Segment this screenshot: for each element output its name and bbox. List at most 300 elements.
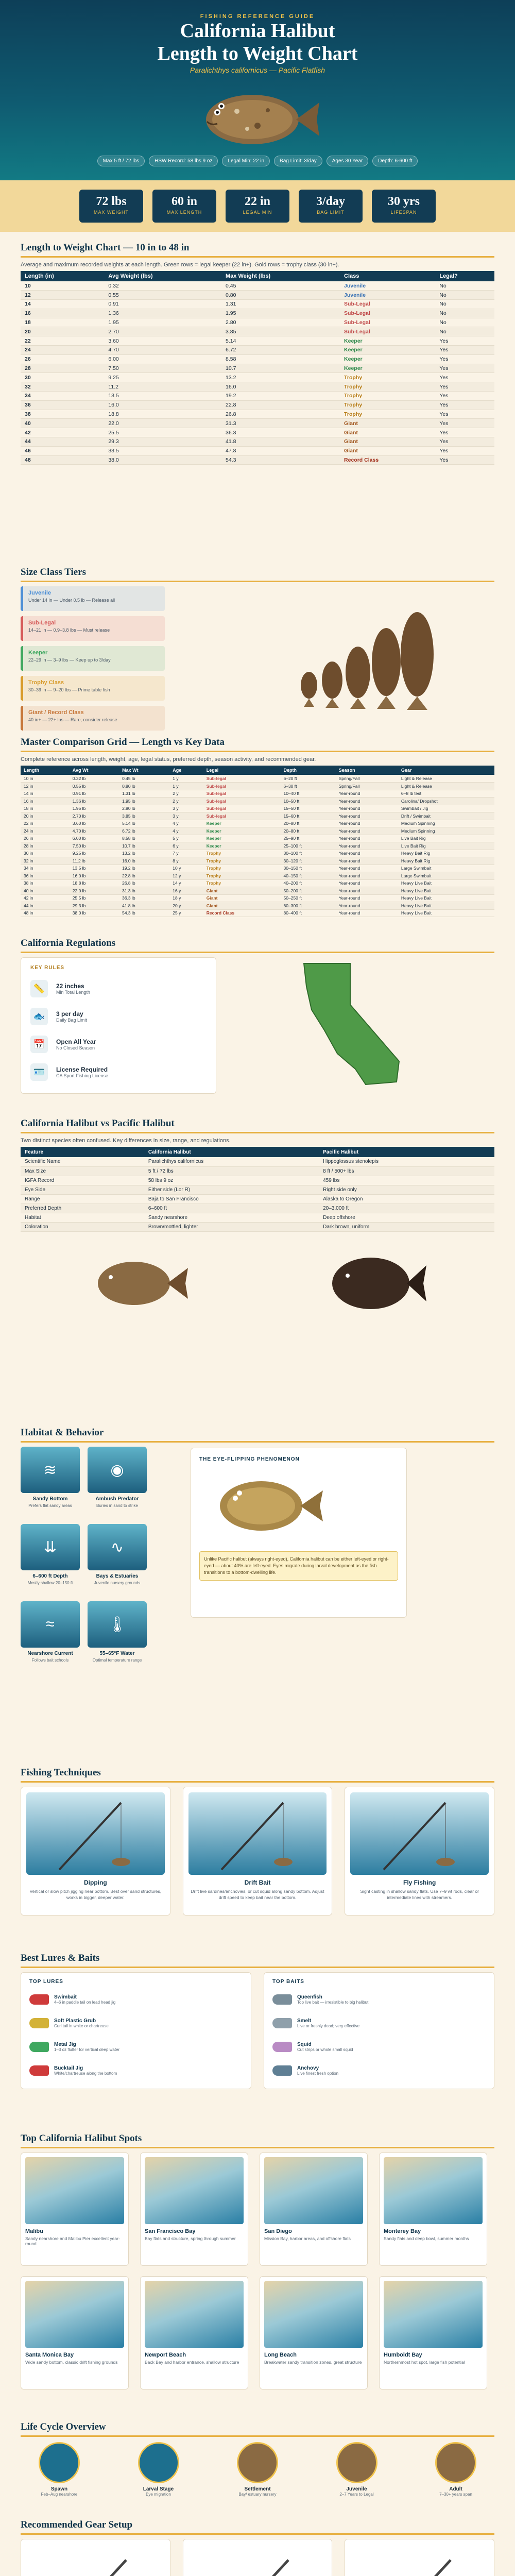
spot-photo <box>384 2281 483 2348</box>
table-cell: 7 y <box>169 850 203 857</box>
table-cell: 2.80 lb <box>119 805 169 812</box>
table-row <box>21 455 494 465</box>
table-cell: 36.3 <box>221 428 340 437</box>
lure-name: Bucktail Jig <box>54 2065 83 2071</box>
ruler-icon: 📏 <box>30 980 48 997</box>
spot-photo <box>384 2157 483 2224</box>
feature-text: Unlike Pacific halibut (always right-eyed), California halibut can be either left-eyed or right-eyed — about 40% are left-eyed. Eyes migrate during larval development as the fish transitions to a bottom-dwelling life. <box>199 1551 398 1581</box>
table-cell: Dark brown, uniform <box>319 1222 494 1231</box>
table-cell: 0.91 <box>104 300 221 309</box>
table-cell: 26.8 <box>221 410 340 419</box>
stage-description: 2–7 Years to Legal <box>339 2492 374 2497</box>
table-cell: Medium Spinning <box>398 820 494 827</box>
hero-pill: Legal Min: 22 in <box>222 156 270 166</box>
table-cell: 12 in <box>21 783 70 790</box>
spot-name: Newport Beach <box>145 2352 186 2358</box>
rule-text <box>56 1038 96 1050</box>
stat-label: LIFESPAN <box>390 210 417 215</box>
table-row <box>21 835 494 842</box>
lure-name: Swimbait <box>54 1994 77 2000</box>
table-cell: 10 <box>21 281 104 291</box>
tier-card <box>21 616 165 641</box>
lure-description: Cut strips or whole small squid <box>297 2047 353 2052</box>
section-title: Length to Weight Chart — 10 in to 48 in <box>21 242 494 258</box>
rule-item <box>30 975 207 1003</box>
lure-text <box>297 2018 359 2028</box>
table-cell: Right side only <box>319 1185 494 1194</box>
table-cell: 16 y <box>169 887 203 895</box>
hero-banner <box>0 0 515 180</box>
table-row <box>21 842 494 850</box>
habitat-card-description: Follows bait schools <box>31 1658 69 1663</box>
table-cell: Heavy Live Bait <box>398 902 494 910</box>
lure-name: Metal Jig <box>54 2042 76 2047</box>
table-cell: 32 <box>21 382 104 392</box>
tier-description: 22–29 in — 3–9 lbs — Keep up to 3/day <box>28 657 111 663</box>
table-cell: 26 <box>21 354 104 364</box>
table-cell: 2 y <box>169 798 203 805</box>
technique-description: Vertical or slow pitch jigging near bottom. Best over sand structures, works in bigger, deeper water. <box>29 1889 162 1900</box>
habitat-card-description: Optimal temperature range <box>92 1658 142 1663</box>
table-cell: 8 ft / 500+ lbs <box>319 1166 494 1176</box>
lure-item <box>29 2059 243 2082</box>
lure-description: Top live bait — irresistible to big halibut <box>297 2000 369 2005</box>
section-title: Master Comparison Grid — Length vs Key Data <box>21 737 494 752</box>
table-row <box>21 446 494 455</box>
table-cell: 38 in <box>21 879 70 887</box>
top-baits-card <box>264 1972 494 2089</box>
table-cell: Alaska to Oregon <box>319 1194 494 1204</box>
column-header: California Halibut <box>144 1147 319 1157</box>
size-comparison-illustration <box>288 598 443 713</box>
table-cell: 6–20 ft <box>280 775 335 783</box>
table-cell: 44 in <box>21 902 70 910</box>
table-cell: Keeper <box>203 827 281 835</box>
table-cell: 47.8 <box>221 446 340 455</box>
table-header-row <box>21 766 494 775</box>
spot-name: Monterey Bay <box>384 2228 421 2234</box>
tier-card <box>21 676 165 701</box>
table-cell: 60–300 ft <box>280 902 335 910</box>
gear-card <box>183 2539 333 2576</box>
table-cell: 22.0 lb <box>70 887 119 895</box>
sand-icon: ≋ <box>21 1447 80 1493</box>
table-cell: Sub-legal <box>203 798 281 805</box>
table-cell: Habitat <box>21 1213 144 1222</box>
table-cell: 0.45 lb <box>119 775 169 783</box>
table-cell: Live Bait Rig <box>398 835 494 842</box>
table-cell: 0.80 <box>221 291 340 300</box>
spot-card <box>140 2276 248 2389</box>
table-cell: IGFA Record <box>21 1176 144 1185</box>
table-row <box>21 291 494 300</box>
title-line-1: California Halibut <box>180 20 335 42</box>
table-cell: 4 y <box>169 827 203 835</box>
table-cell: 3 y <box>169 805 203 812</box>
table-cell: Live Bait Rig <box>398 842 494 850</box>
rule-name: 22 inches <box>56 982 84 990</box>
table-cell: Yes <box>435 437 494 447</box>
spot-card <box>260 2153 368 2266</box>
table-cell: Keeper <box>203 820 281 827</box>
table-cell: 20–80 ft <box>280 820 335 827</box>
table-cell: No <box>435 327 494 336</box>
section-title: California Regulations <box>21 938 494 953</box>
stat-value: 3/day <box>316 195 345 208</box>
technique-illustration <box>188 1792 327 1875</box>
table-cell: Carolina/ Dropshot <box>398 798 494 805</box>
table-cell: Deep offshore <box>319 1213 494 1222</box>
stage-name: Juvenile <box>346 2486 367 2492</box>
table-cell: Year-round <box>336 865 398 872</box>
habitat-card-title: Nearshore Current <box>27 1651 73 1656</box>
table-cell: 11.2 <box>104 382 221 392</box>
table-cell: Keeper <box>340 354 435 364</box>
table-cell: Yes <box>435 364 494 373</box>
table-cell: Keeper <box>340 346 435 355</box>
stat-card <box>299 190 363 223</box>
california-halibut-image <box>88 1252 191 1314</box>
table-cell: 6.72 <box>221 346 340 355</box>
table-cell: 30–150 ft <box>280 865 335 872</box>
table-cell: 16 <box>21 309 104 318</box>
table-cell: 3.60 lb <box>70 820 119 827</box>
table-row <box>21 364 494 373</box>
table-cell: 31.3 lb <box>119 887 169 895</box>
table-cell: 13.2 <box>221 373 340 382</box>
lure-item <box>272 2035 486 2059</box>
table-cell: 8 y <box>169 857 203 865</box>
tier-description: 30–39 in — 9–20 lbs — Prime table fish <box>28 687 110 692</box>
table-cell: 25–100 ft <box>280 842 335 850</box>
table-cell: Trophy <box>340 410 435 419</box>
bait-list <box>272 1988 486 2082</box>
table-cell: 30–100 ft <box>280 850 335 857</box>
stat-label: MAX LENGTH <box>166 210 202 215</box>
table-cell: Giant <box>203 894 281 902</box>
table-cell: Heavy Live Bait <box>398 887 494 895</box>
section-title: Best Lures & Baits <box>21 1953 494 1968</box>
lure-text <box>297 1994 368 2005</box>
eye-flip-illustration <box>199 1462 395 1550</box>
table-cell: Keeper <box>340 336 435 346</box>
length-weight-section <box>21 242 494 465</box>
top-baits-title: TOP BAITS <box>272 1979 304 1985</box>
table-cell: 4 y <box>169 820 203 827</box>
table-cell: Record Class <box>340 455 435 465</box>
table-cell: Heavy Bait Rig <box>398 850 494 857</box>
table-cell: Year-round <box>336 902 398 910</box>
rule-item <box>30 1058 207 1086</box>
table-cell: Range <box>21 1194 144 1204</box>
table-row <box>21 281 494 291</box>
techniques-section <box>21 1767 494 1932</box>
table-cell: No <box>435 291 494 300</box>
table-cell: 42 <box>21 428 104 437</box>
section-description: Complete reference across length, weight, age, legal status, preferred depth, season activity, and recommended gear. <box>21 756 316 762</box>
table-row <box>21 373 494 382</box>
table-cell: 16.0 lb <box>119 857 169 865</box>
lure-item <box>272 2059 486 2082</box>
table-cell: 1.95 lb <box>70 805 119 812</box>
habitat-card <box>88 1447 147 1509</box>
table-row <box>21 865 494 872</box>
species-comparison-table <box>21 1147 494 1232</box>
table-cell: 6 y <box>169 842 203 850</box>
table-cell: 5.14 lb <box>119 820 169 827</box>
table-header-row <box>21 271 494 281</box>
table-cell: 2.70 <box>104 327 221 336</box>
table-row <box>21 812 494 820</box>
table-cell: 22.8 lb <box>119 872 169 880</box>
stage-illustration <box>336 2442 377 2483</box>
bag-icon: 🐟 <box>30 1008 48 1025</box>
table-cell: Sub-legal <box>203 790 281 798</box>
spot-name: San Francisco Bay <box>145 2228 196 2234</box>
table-cell: 11.2 lb <box>70 857 119 865</box>
tier-name: Giant / Record Class <box>28 709 84 716</box>
table-row <box>21 805 494 812</box>
table-cell: No <box>435 309 494 318</box>
table-cell: 10 in <box>21 775 70 783</box>
table-row <box>21 400 494 410</box>
section-title: Recommended Gear Setup <box>21 2519 494 2535</box>
table-cell: 10.7 <box>221 364 340 373</box>
table-row <box>21 872 494 880</box>
habitat-card-description: Juvenile nursery grounds <box>94 1581 141 1585</box>
table-cell: 1.95 lb <box>119 798 169 805</box>
table-cell: 13.5 <box>104 392 221 401</box>
table-row <box>21 318 494 327</box>
table-cell: Year-round <box>336 805 398 812</box>
lure-icon <box>272 2042 292 2052</box>
page-title <box>0 20 515 65</box>
table-cell: 5 ft / 72 lbs <box>144 1166 319 1176</box>
lures-section <box>21 1953 494 2117</box>
table-cell: 10–50 ft <box>280 798 335 805</box>
table-row <box>21 428 494 437</box>
california-map <box>288 958 412 1089</box>
table-cell: 9.25 <box>104 373 221 382</box>
table-cell: 54.3 <box>221 455 340 465</box>
table-cell: 30 <box>21 373 104 382</box>
table-cell: 44 <box>21 437 104 447</box>
habitat-card-description: Buries in sand to strike <box>96 1503 138 1508</box>
table-row <box>21 1166 494 1176</box>
spot-name: Malibu <box>25 2228 43 2234</box>
table-cell: 10–40 ft <box>280 790 335 798</box>
table-row <box>21 909 494 917</box>
stage-description: Bay/ estuary nursery <box>238 2492 277 2497</box>
table-cell: 13.5 lb <box>70 865 119 872</box>
lure-icon <box>272 1994 292 2005</box>
table-cell: 459 lbs <box>319 1176 494 1185</box>
lure-description: Live or freshly dead; very effective <box>297 2024 360 2028</box>
hero-pill: Ages 30 Year <box>327 156 369 166</box>
table-cell: 0.55 lb <box>70 783 119 790</box>
technique-card <box>345 1787 494 1916</box>
table-cell: Sub-Legal <box>340 327 435 336</box>
table-cell: 26 in <box>21 835 70 842</box>
table-cell: 18 y <box>169 894 203 902</box>
lure-item <box>29 2035 243 2059</box>
lure-name: Smelt <box>297 2018 312 2024</box>
table-cell: Sub-legal <box>203 775 281 783</box>
table-cell: Paralichthys californicus <box>144 1157 319 1166</box>
table-cell: 1 y <box>169 775 203 783</box>
table-cell: Trophy <box>340 373 435 382</box>
tier-description: 14–21 in — 0.9–3.8 lbs — Must release <box>28 628 110 633</box>
table-cell: Keeper <box>203 835 281 842</box>
table-body <box>21 1157 494 1231</box>
stage-name: Spawn <box>50 2486 68 2492</box>
column-header: Gear <box>398 766 494 775</box>
table-cell: 3.60 <box>104 336 221 346</box>
table-cell: 22 <box>21 336 104 346</box>
habitat-card-title: Sandy Bottom <box>32 1496 68 1502</box>
stage-name: Larval Stage <box>143 2486 174 2492</box>
table-row <box>21 354 494 364</box>
feature-title: THE EYE-FLIPPING PHENOMENON <box>199 1456 300 1462</box>
stage-illustration <box>237 2442 278 2483</box>
rule-description: Daily Bag Limit <box>56 1018 88 1023</box>
table-cell: 25.5 <box>104 428 221 437</box>
table-cell: 22.0 <box>104 419 221 428</box>
table-row <box>21 300 494 309</box>
table-row <box>21 783 494 790</box>
lure-item <box>29 2011 243 2035</box>
table-cell: 16.0 <box>221 382 340 392</box>
table-cell: 1.95 <box>104 318 221 327</box>
spot-description: Breakwater sandy transition zones, great structure <box>264 2360 362 2365</box>
table-cell: 29.3 lb <box>70 902 119 910</box>
table-cell: 20–3,000 ft <box>319 1204 494 1213</box>
hero-kicker: FISHING REFERENCE GUIDE <box>200 13 315 20</box>
table-cell: 7.50 lb <box>70 842 119 850</box>
lure-description: Curl tail in white or chartreuse <box>54 2024 109 2028</box>
habitat-card-description: Mostly shallow 20–150 ft <box>27 1581 73 1585</box>
table-cell: 38 <box>21 410 104 419</box>
table-row <box>21 857 494 865</box>
table-cell: 20 <box>21 327 104 336</box>
spot-name: Santa Monica Bay <box>25 2352 74 2358</box>
table-cell: 18.8 lb <box>70 879 119 887</box>
rule-name: 3 per day <box>56 1010 83 1018</box>
table-cell: Giant <box>340 437 435 447</box>
lure-icon <box>272 2065 292 2076</box>
stat-card <box>226 190 289 223</box>
table-row <box>21 850 494 857</box>
table-cell: Yes <box>435 455 494 465</box>
table-cell: Year-round <box>336 820 398 827</box>
lure-item <box>272 1988 486 2011</box>
spot-cards <box>21 2153 494 2400</box>
rule-description: Min Total Length <box>56 990 90 995</box>
table-row <box>21 790 494 798</box>
table-cell: 14 <box>21 300 104 309</box>
table-cell: 10 y <box>169 865 203 872</box>
table-cell: 3 y <box>169 812 203 820</box>
table-cell: Year-round <box>336 857 398 865</box>
table-cell: Yes <box>435 446 494 455</box>
key-rules-card <box>21 957 216 1094</box>
table-cell: Trophy <box>203 857 281 865</box>
table-cell: Sub-Legal <box>340 300 435 309</box>
tier-name: Keeper <box>28 650 48 656</box>
table-cell: 48 <box>21 455 104 465</box>
stat-bar <box>0 180 515 232</box>
rule-text <box>56 982 90 995</box>
table-cell: 19.2 lb <box>119 865 169 872</box>
tier-card <box>21 646 165 671</box>
stage-description: Eye migration <box>146 2492 171 2497</box>
table-row <box>21 327 494 336</box>
technique-illustration <box>26 1792 165 1875</box>
section-title: Size Class Tiers <box>21 567 494 582</box>
spot-photo <box>264 2281 363 2348</box>
gear-card <box>21 2539 170 2576</box>
stage-name: Settlement <box>244 2486 271 2492</box>
table-cell: Heavy Live Bait <box>398 879 494 887</box>
gear-illustration <box>188 2545 327 2576</box>
calendar-icon: 📅 <box>30 1036 48 1053</box>
section-title: Fishing Techniques <box>21 1767 494 1783</box>
table-row <box>21 820 494 827</box>
table-row <box>21 1204 494 1213</box>
table-cell: 31.3 <box>221 419 340 428</box>
lure-icon <box>29 2042 49 2052</box>
table-row <box>21 1176 494 1185</box>
table-cell: 8.58 lb <box>119 835 169 842</box>
master-grid-section <box>21 737 494 917</box>
spot-description: Northernmost hot spot, large fish potential <box>384 2360 465 2365</box>
table-cell: 40–150 ft <box>280 872 335 880</box>
technique-name: Fly Fishing <box>403 1879 436 1886</box>
table-cell: Yes <box>435 354 494 364</box>
table-cell: 1.31 <box>221 300 340 309</box>
table-cell: 2.80 <box>221 318 340 327</box>
tier-description: Under 14 in — Under 0.5 lb — Release all <box>28 598 115 603</box>
table-cell: Keeper <box>340 364 435 373</box>
lure-icon <box>272 2018 292 2028</box>
section-description: Two distinct species often confused. Key differences in size, range, and regulations. <box>21 1138 231 1144</box>
table-row <box>21 887 494 895</box>
table-cell: Giant <box>203 887 281 895</box>
table-cell: 20 in <box>21 812 70 820</box>
pacific-halibut-image <box>324 1252 427 1314</box>
table-cell: 6–600 ft <box>144 1204 319 1213</box>
table-cell: 15–60 ft <box>280 812 335 820</box>
technique-card <box>21 1787 170 1916</box>
lure-text <box>54 2018 109 2028</box>
table-cell: Baja to San Francisco <box>144 1194 319 1204</box>
species-illustrations <box>21 1252 494 1314</box>
lure-text <box>54 1994 115 2005</box>
table-cell: Sub-Legal <box>340 318 435 327</box>
table-cell: Yes <box>435 382 494 392</box>
table-cell: 1.95 <box>221 309 340 318</box>
table-row <box>21 437 494 447</box>
habitat-card <box>21 1524 80 1586</box>
table-cell: 25.5 lb <box>70 894 119 902</box>
table-cell: 26.8 lb <box>119 879 169 887</box>
table-cell: 6.00 <box>104 354 221 364</box>
table-row <box>21 1213 494 1222</box>
hero-subtitle: Paralichthys californicus — Pacific Flatfish <box>190 66 325 74</box>
table-cell: Eye Side <box>21 1185 144 1194</box>
table-cell: Large Swimbait <box>398 872 494 880</box>
table-cell: Year-round <box>336 850 398 857</box>
